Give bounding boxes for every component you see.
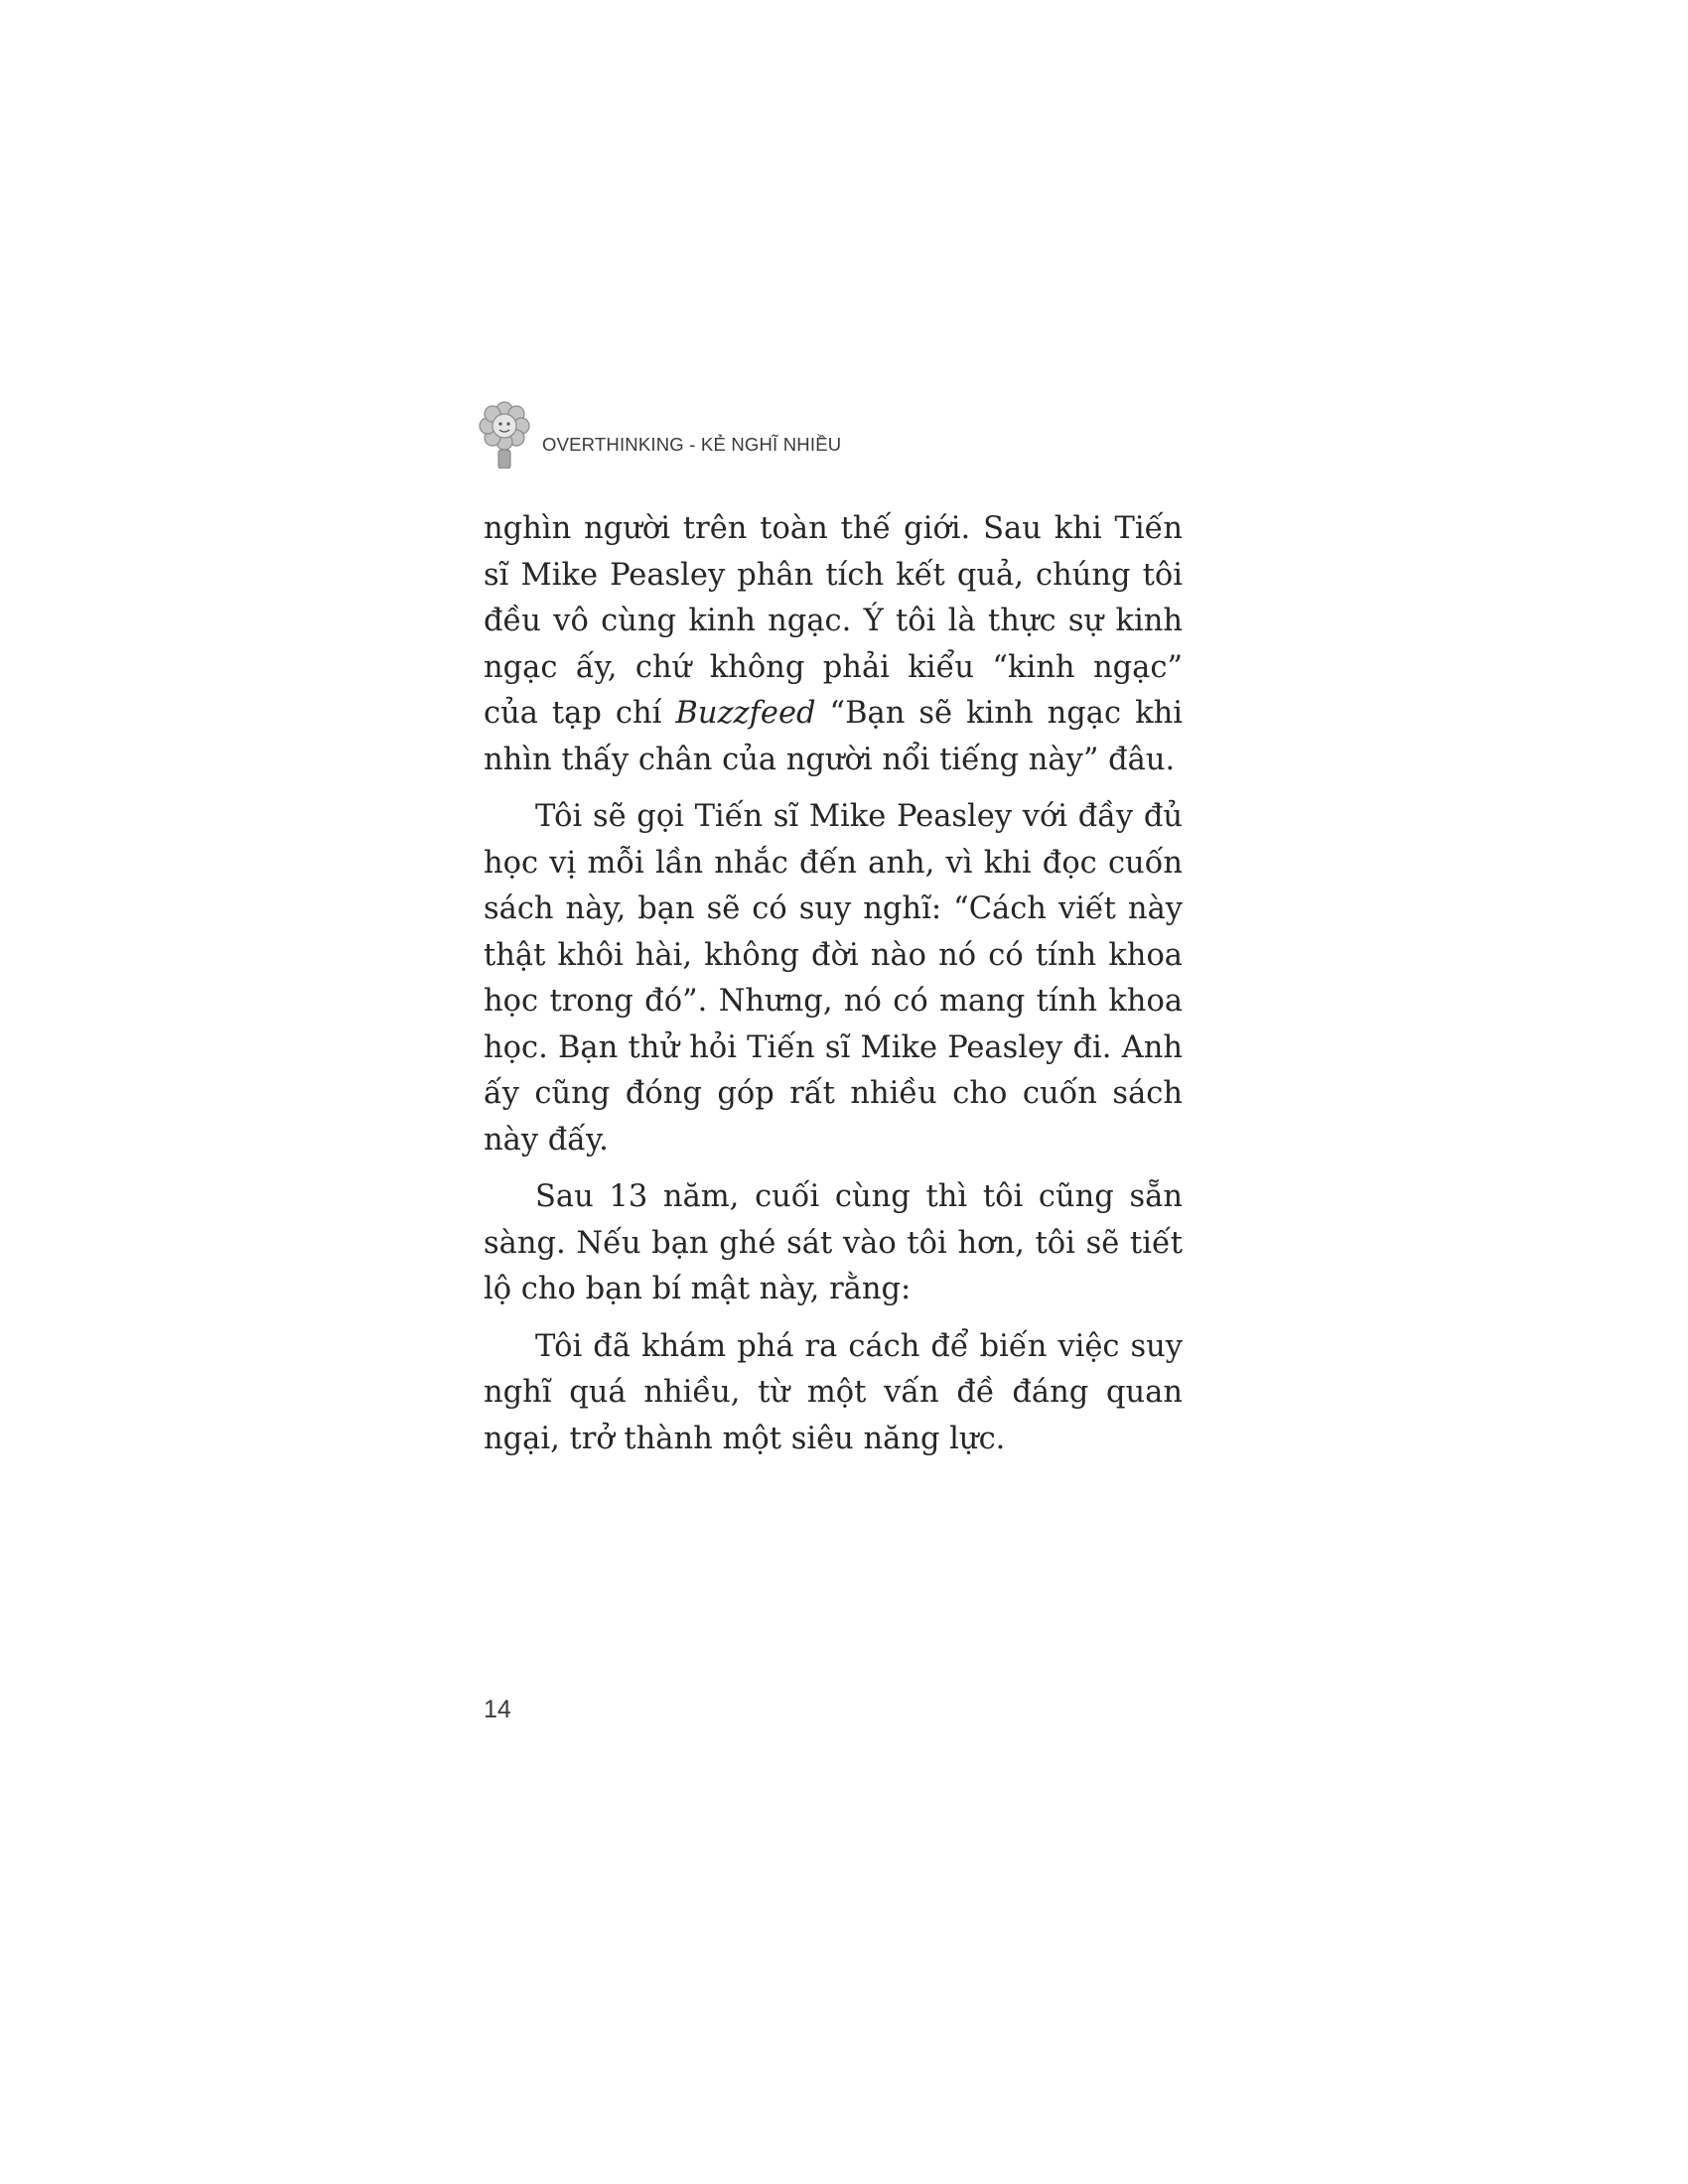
running-header bbox=[475, 401, 841, 469]
paragraph: nghìn người trên toàn thế giới. Sau khi Tiến sĩ Mike Peasley phân tích kết quả, chúng tôi đều vô cùng kinh ngạc. Ý tôi là thực sự kinh ngạc ấy, chứ không phải kiểu “kinh ngạc” của tạp chí Buzzfeed “Bạn sẽ kinh ngạc khi nhìn thấy chân của người nổi tiếng này” đâu. bbox=[484, 511, 1183, 777]
page-number: 14 bbox=[484, 1696, 511, 1723]
paragraph: Tôi đã khám phá ra cách để biến việc suy nghĩ quá nhiều, từ một vấn đề đáng quan ngại, trở thành một siêu năng lực. bbox=[484, 1328, 1183, 1456]
italic-publication-name: Buzzfeed bbox=[675, 696, 816, 731]
paragraph: Sau 13 năm, cuối cùng thì tôi cũng sẵn sàng. Nếu bạn ghé sát vào tôi hơn, tôi sẽ tiết lộ cho bạn bí mật này, rằng: bbox=[484, 1179, 1183, 1306]
flower-head-figure-icon bbox=[475, 401, 534, 469]
body-text bbox=[484, 506, 1183, 1473]
running-header-title: OVERTHINKING - KẺ NGHĨ NHIỀU bbox=[542, 434, 842, 455]
paragraph: Tôi sẽ gọi Tiến sĩ Mike Peasley với đầy đủ học vị mỗi lần nhắc đến anh, vì khi đọc cuốn sách này, bạn sẽ có suy nghĩ: “Cách viết này thật khôi hài, không đời nào nó có tính khoa học trong đó”. Nhưng, nó có mang tính khoa học. Bạn thử hỏi Tiến sĩ Mike Peasley đi. Anh ấy cũng đóng góp rất nhiều cho cuốn sách này đấy. bbox=[484, 799, 1183, 1158]
